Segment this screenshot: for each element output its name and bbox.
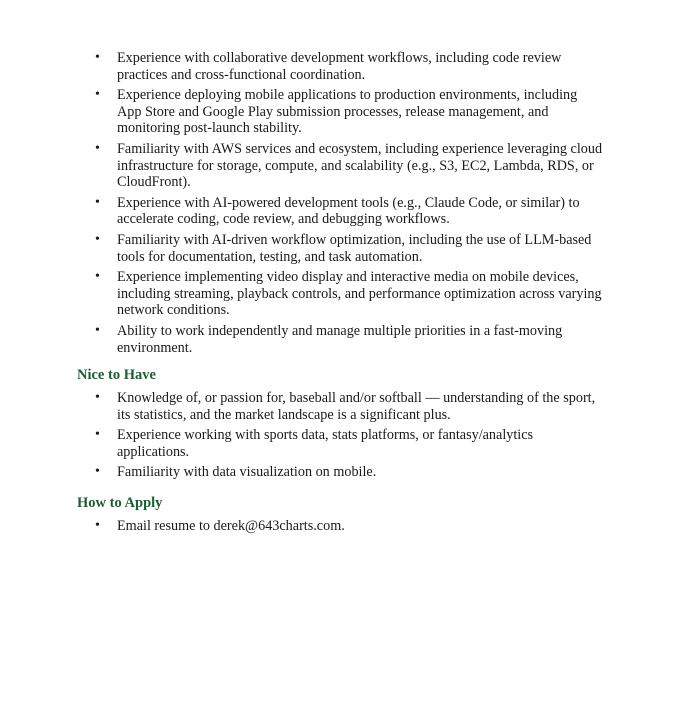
list-item (0, 464, 674, 481)
list-item (0, 518, 674, 535)
list-item-text: Knowledge of, or passion for, baseball and/or softball — understanding of the sport, its statistics, and the market landscape is a significant plus. (117, 390, 596, 423)
list-item (0, 141, 674, 191)
requirements-list (0, 50, 674, 360)
list-item-text: Experience implementing video display and interactive media on mobile devices, including streaming, playback controls, and performance optimization across varying network conditions. (117, 269, 602, 319)
bullet-icon: • (95, 50, 100, 65)
bullet-icon: • (95, 518, 100, 533)
list-item (0, 50, 674, 83)
how-to-apply-list (0, 518, 674, 539)
bullet-icon: • (95, 390, 100, 405)
list-item-text: Experience with collaborative development workflows, including code review practices and cross-functional coordination. (117, 50, 562, 83)
list-item (0, 269, 674, 319)
list-item (0, 323, 674, 356)
list-item-text: Email resume to derek@643charts.com. (117, 518, 345, 534)
list-item-text: Experience with AI-powered development tools (e.g., Claude Code, or similar) to accelerate coding, code review, and debugging workflows. (117, 194, 580, 228)
list-item (0, 390, 674, 423)
list-item-text: Experience working with sports data, stats platforms, or fantasy/analytics applications. (117, 427, 534, 460)
list-item-text: Experience deploying mobile applications to production environments, including App Store and Google Play submission processes, release management, and monitoring post-launch stability. (117, 87, 578, 137)
list-item (0, 232, 674, 265)
list-item-text: Familiarity with AWS services and ecosystem, including experience leveraging cloud infrastructure for storage, compute, and scalability (e.g., S3, EC2, Lambda, RDS, or CloudFront). (117, 140, 603, 191)
how-to-apply-heading: How to Apply (77, 495, 163, 511)
bullet-icon: • (95, 269, 100, 285)
bullet-icon: • (95, 427, 100, 443)
bullet-icon: • (95, 87, 100, 103)
list-item (0, 427, 674, 460)
bullet-icon: • (95, 464, 100, 480)
bullet-icon: • (95, 322, 100, 338)
nice-to-have-heading: Nice to Have (77, 367, 156, 383)
nice-to-have-list (0, 390, 674, 485)
bullet-icon: • (95, 194, 100, 210)
list-item-text: Familiarity with data visualization on mobile. (117, 464, 377, 481)
bullet-icon: • (95, 231, 100, 247)
list-item (0, 195, 674, 228)
bullet-icon: • (95, 140, 100, 156)
list-item-text: Ability to work independently and manage multiple priorities in a fast-moving environment. (117, 322, 563, 356)
list-item-text: Familiarity with AI-driven workflow optimization, including the use of LLM-based tools for documentation, testing, and task automation. (117, 231, 592, 265)
list-item (0, 87, 674, 137)
